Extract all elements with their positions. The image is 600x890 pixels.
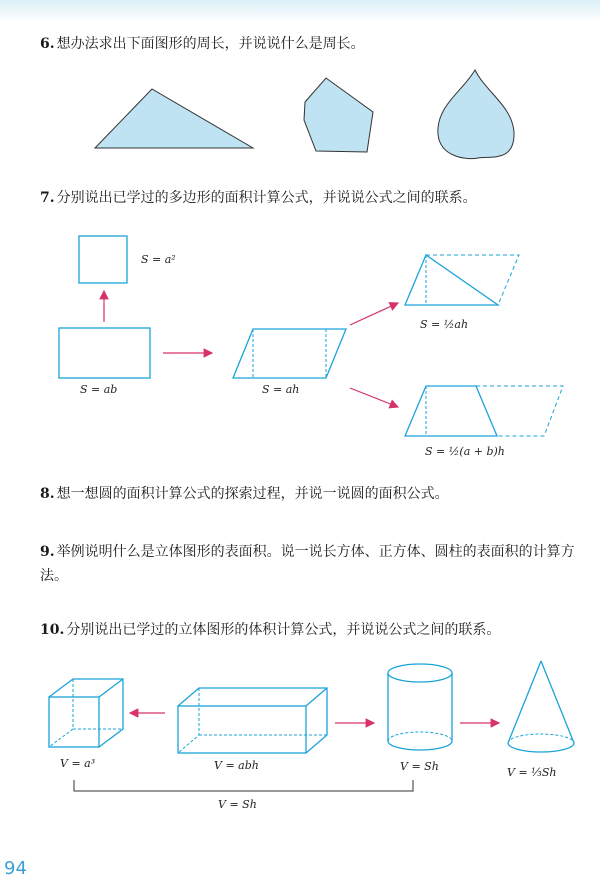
drop-shape: [438, 70, 514, 159]
cone-shape: [508, 661, 574, 752]
arrow-to-trapezoid: [350, 388, 398, 407]
formula-triangle: S = ½ah: [420, 318, 469, 331]
formula-cube: V = a³: [60, 757, 96, 770]
page-number: 94: [4, 858, 27, 879]
formula-prism-general: V = Sh: [218, 798, 257, 811]
rectangle-shape: [59, 328, 150, 378]
triangle-shape: [95, 89, 253, 148]
formula-rectangle: S = ab: [80, 383, 118, 396]
formula-parallelogram: S = ah: [262, 383, 300, 396]
bracket-line: [74, 780, 413, 791]
cuboid-shape: [178, 688, 327, 753]
formula-cone: V = ⅓Sh: [507, 766, 557, 779]
arrow-to-triangle: [350, 303, 398, 325]
question-9: 9. 举例说明什么是立体图形的表面积。说一说长方体、正方体、圆柱的表面积的计算方法。: [40, 544, 575, 584]
pentagon-shape: [304, 78, 373, 152]
formula-cylinder: V = Sh: [400, 760, 439, 773]
cylinder-shape: [388, 664, 452, 750]
cube-shape: [49, 679, 123, 747]
page-top-band: [0, 0, 600, 22]
parallelogram-shape: [233, 329, 346, 378]
trapezoid-shape: [405, 386, 497, 436]
triangle-shape: [405, 255, 498, 305]
formula-cuboid: V = abh: [214, 759, 259, 772]
formula-square: S = a²: [141, 253, 176, 266]
question-10: 10. 分别说出已学过的立体图形的体积计算公式，并说说公式之间的联系。: [40, 622, 501, 638]
question-7: 7. 分别说出已学过的多边形的面积计算公式，并说说公式之间的联系。: [40, 190, 477, 206]
q10-diagram: [0, 655, 600, 820]
formula-trapezoid: S = ½(a + b)h: [425, 445, 505, 458]
square-shape: [79, 236, 127, 283]
question-8: 8. 想一想圆的面积计算公式的探索过程，并说一说圆的面积公式。: [40, 486, 449, 502]
q6-figures: [0, 62, 600, 172]
question-6: 6. 想办法求出下面图形的周长，并说说什么是周长。: [40, 36, 365, 52]
q7-diagram: [0, 225, 600, 475]
